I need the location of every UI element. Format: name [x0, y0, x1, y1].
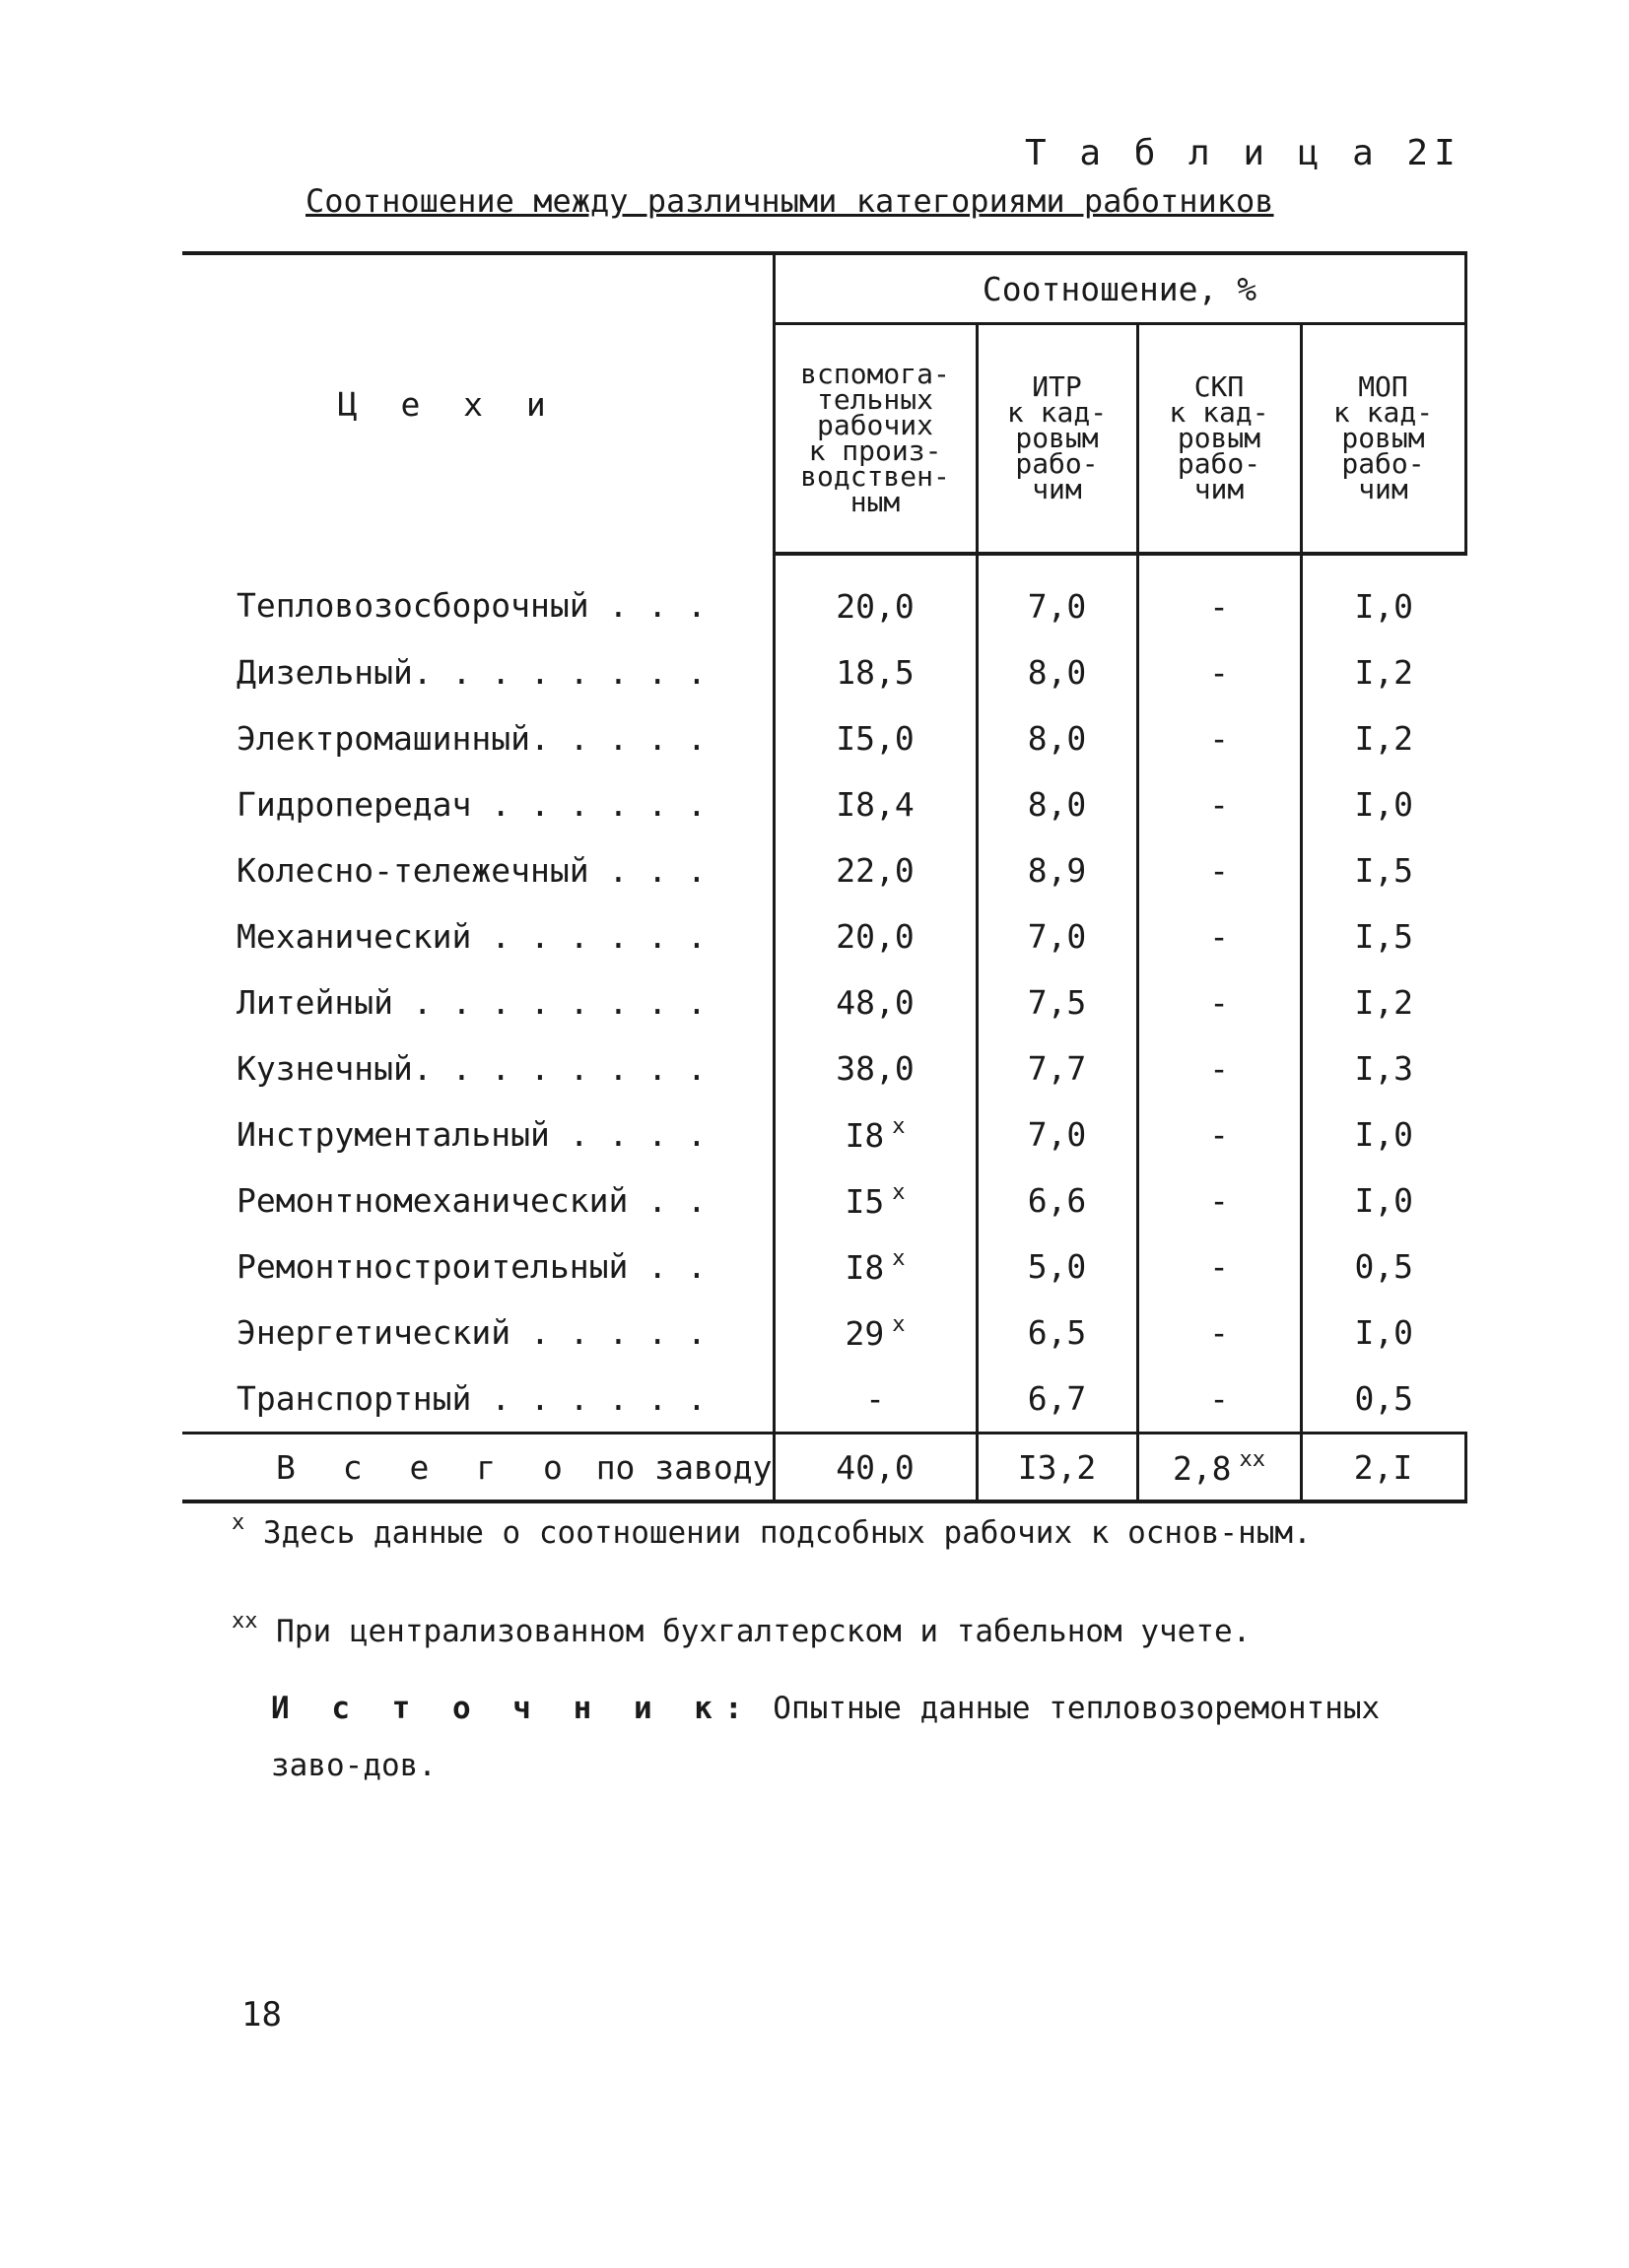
- aux-ratio-value: I5,0: [836, 719, 915, 758]
- skp-ratio: -: [1137, 903, 1301, 969]
- skp-ratio: -: [1137, 1035, 1301, 1101]
- skp-ratio: -: [1137, 1300, 1301, 1366]
- skp-ratio: -: [1137, 969, 1301, 1035]
- shop-name: Тепловозосборочный . . .: [237, 586, 707, 625]
- total-mop: 2,I: [1301, 1434, 1465, 1502]
- aux-ratio: [774, 1101, 977, 1167]
- aux-ratio: [774, 771, 977, 837]
- mop-ratio: I,2: [1301, 969, 1465, 1035]
- itr-ratio: 7,0: [977, 903, 1137, 969]
- mop-ratio: I,2: [1301, 705, 1465, 771]
- total-aux: 40,0: [774, 1434, 977, 1502]
- footnote-1-text: Здесь данные о соотношении подсобных рабочих к основ-ным.: [262, 1515, 1312, 1551]
- total-skp-mark: xx: [1239, 1446, 1266, 1472]
- aux-ratio: [774, 1366, 977, 1434]
- table-row: [182, 1300, 1465, 1366]
- total-row: [182, 1434, 1465, 1502]
- mop-ratio: I,3: [1301, 1035, 1465, 1101]
- skp-ratio: -: [1137, 1167, 1301, 1234]
- itr-ratio: 7,0: [977, 554, 1137, 639]
- skp-ratio: -: [1137, 639, 1301, 705]
- table-row: [182, 1167, 1465, 1234]
- mop-ratio: I,0: [1301, 1101, 1465, 1167]
- table-title: Соотношение между различными категориями работников: [305, 182, 1274, 220]
- aux-ratio-value: -: [865, 1379, 885, 1418]
- itr-ratio: 8,0: [977, 705, 1137, 771]
- table-number: Т а б л и ц а 2I: [1025, 133, 1461, 173]
- table-row: [182, 771, 1465, 837]
- aux-ratio-value: I8: [845, 1248, 885, 1287]
- source-label: И с т о ч н и к:: [271, 1691, 755, 1726]
- footnote-1-mark: x: [232, 1510, 245, 1535]
- aux-ratio-value: I5: [845, 1182, 885, 1221]
- footnote-mark: x: [892, 1312, 906, 1337]
- shop-name: Кузнечный. . . . . . . .: [237, 1049, 707, 1088]
- shop-name: Механический . . . . . .: [237, 917, 707, 956]
- itr-ratio: 8,9: [977, 837, 1137, 903]
- mop-ratio: I,5: [1301, 837, 1465, 903]
- mop-ratio: 0,5: [1301, 1234, 1465, 1300]
- mop-ratio: I,2: [1301, 639, 1465, 705]
- aux-ratio: [774, 705, 977, 771]
- aux-ratio-value: 20,0: [836, 587, 915, 626]
- shop-name: Литейный . . . . . . . .: [237, 983, 707, 1022]
- aux-ratio: [774, 969, 977, 1035]
- shop-name: Колесно-тележечный . . .: [237, 851, 707, 890]
- shop-name: Энергетический . . . . .: [237, 1313, 707, 1352]
- aux-ratio-value: 22,0: [836, 851, 915, 890]
- mop-ratio: I,0: [1301, 554, 1465, 639]
- aux-ratio: [774, 1300, 977, 1366]
- total-skp: [1137, 1434, 1301, 1502]
- mop-ratio: I,0: [1301, 771, 1465, 837]
- aux-ratio-value: 20,0: [836, 917, 915, 956]
- table-row: [182, 1234, 1465, 1300]
- itr-ratio: 8,0: [977, 639, 1137, 705]
- skp-ratio: -: [1137, 1234, 1301, 1300]
- table-row: [182, 903, 1465, 969]
- aux-ratio: [774, 1167, 977, 1234]
- table-row: [182, 837, 1465, 903]
- shop-name: Электромашинный. . . . .: [237, 719, 707, 758]
- skp-ratio: -: [1137, 771, 1301, 837]
- itr-ratio: 6,7: [977, 1366, 1137, 1434]
- skp-ratio: -: [1137, 1101, 1301, 1167]
- table-row: [182, 705, 1465, 771]
- source-text: Опытные данные тепловозоремонтных заво-дов.: [271, 1691, 1381, 1783]
- total-label-rest: по заводу: [595, 1447, 773, 1487]
- footnote-1: [232, 1498, 1414, 1559]
- aux-ratio-value: 18,5: [836, 653, 915, 692]
- skp-ratio: -: [1137, 554, 1301, 639]
- skp-ratio: -: [1137, 705, 1301, 771]
- aux-ratio-value: 38,0: [836, 1049, 915, 1088]
- footnote-mark: x: [892, 1114, 906, 1139]
- shop-name: Ремонтномеханический . .: [237, 1181, 707, 1220]
- table-row: [182, 1366, 1465, 1434]
- itr-ratio: 5,0: [977, 1234, 1137, 1300]
- shop-name: Транспортный . . . . . .: [237, 1379, 707, 1418]
- page-number: 18: [241, 1995, 282, 2035]
- itr-ratio: 7,5: [977, 969, 1137, 1035]
- itr-ratio: 8,0: [977, 771, 1137, 837]
- shop-name: Дизельный. . . . . . . .: [237, 653, 707, 692]
- shop-name: Гидропередач . . . . . .: [237, 785, 707, 824]
- ratio-table: [182, 251, 1467, 1503]
- shop-name: Инструментальный . . . .: [237, 1115, 707, 1154]
- skp-ratio: -: [1137, 1366, 1301, 1434]
- column-header-aux: вспомога- тельных рабочих к произ- водствен- ным: [774, 324, 977, 555]
- itr-ratio: 7,7: [977, 1035, 1137, 1101]
- shop-name: Ремонтностроительный . .: [237, 1247, 707, 1286]
- aux-ratio: [774, 1035, 977, 1101]
- table-row: [182, 639, 1465, 705]
- table-row: [182, 969, 1465, 1035]
- itr-ratio: 6,5: [977, 1300, 1137, 1366]
- aux-ratio-value: 29: [845, 1314, 885, 1353]
- aux-ratio: [774, 837, 977, 903]
- footnote-2-mark: xx: [232, 1609, 258, 1634]
- total-skp-value: 2,8: [1172, 1448, 1232, 1488]
- total-label-spaced: В с е г о: [276, 1447, 577, 1487]
- mop-ratio: I,5: [1301, 903, 1465, 969]
- aux-ratio-value: 48,0: [836, 983, 915, 1022]
- column-header-mop: МОП к кад- ровым рабо- чим: [1301, 324, 1465, 555]
- aux-ratio: [774, 639, 977, 705]
- column-header-skp: СКП к кад- ровым рабо- чим: [1137, 324, 1301, 555]
- table-row: [182, 1101, 1465, 1167]
- mop-ratio: I,0: [1301, 1300, 1465, 1366]
- skp-ratio: -: [1137, 837, 1301, 903]
- shops-column-header: Ц е х и: [182, 253, 774, 554]
- aux-ratio-value: I8,4: [836, 785, 915, 824]
- footnote-2: [232, 1596, 1414, 1657]
- source-note: [271, 1680, 1434, 1794]
- table-row: [182, 554, 1465, 639]
- mop-ratio: 0,5: [1301, 1366, 1465, 1434]
- itr-ratio: 7,0: [977, 1101, 1137, 1167]
- total-label: [182, 1434, 774, 1502]
- aux-ratio: [774, 1234, 977, 1300]
- mop-ratio: I,0: [1301, 1167, 1465, 1234]
- aux-ratio: [774, 554, 977, 639]
- aux-ratio: [774, 903, 977, 969]
- ratio-group-header: Соотношение, %: [774, 253, 1465, 324]
- footnote-mark: x: [892, 1180, 906, 1205]
- table-row: [182, 1035, 1465, 1101]
- footnote-mark: x: [892, 1246, 906, 1271]
- footnote-2-text: При централизованном бухгалтерском и табельном учете.: [276, 1614, 1252, 1649]
- itr-ratio: 6,6: [977, 1167, 1137, 1234]
- total-itr: I3,2: [977, 1434, 1137, 1502]
- column-header-itr: ИТР к кад- ровым рабо- чим: [977, 324, 1137, 555]
- aux-ratio-value: I8: [845, 1116, 885, 1155]
